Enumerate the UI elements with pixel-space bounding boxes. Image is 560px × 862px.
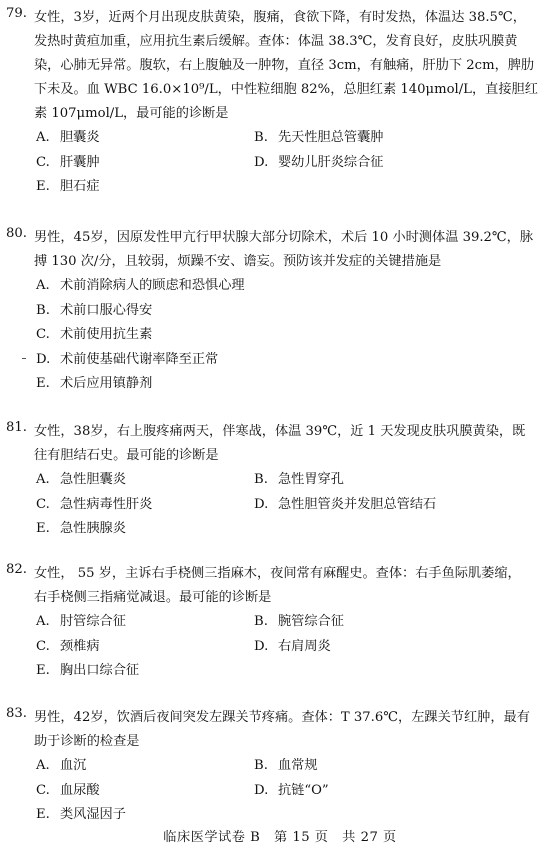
- option-letter: C.: [36, 327, 50, 342]
- stem-line: 男性，42岁，饮酒后夜间突发左踝关节疼痛。查体：T 37.6℃，左踝关节红肿，最有: [34, 710, 530, 725]
- question-stem: [0, 706, 560, 754]
- question-83: [0, 706, 560, 828]
- option-text: 类风湿因子: [60, 807, 126, 822]
- option-e: [36, 517, 254, 542]
- option-text: 婴幼儿肝炎综合征: [278, 154, 384, 170]
- option-letter: D.: [254, 782, 269, 798]
- option-d: [254, 493, 436, 518]
- option-text: 急性胆囊炎: [60, 472, 126, 487]
- stem-line: 往有胆结石史。最可能的诊断是: [34, 448, 219, 463]
- option-text: 抗链“O”: [278, 782, 329, 798]
- option-letter: A.: [36, 758, 50, 773]
- option-text: 术前使基础代谢率降至正常: [60, 351, 219, 367]
- option-e: [36, 372, 152, 397]
- options-list: [36, 754, 560, 828]
- option-letter: D.: [254, 638, 269, 654]
- option-text: 血尿酸: [60, 782, 100, 798]
- option-text: 术后应用镇静剂: [60, 376, 153, 391]
- option-text: 术前口服心得安: [60, 302, 153, 318]
- option-text: 术前使用抗生素: [60, 327, 153, 342]
- option-c: [36, 493, 254, 518]
- option-text: 血沉: [60, 758, 87, 773]
- option-letter: C.: [36, 154, 50, 170]
- question-82: [0, 562, 560, 684]
- option-letter: C.: [36, 638, 50, 654]
- option-text: 急性胆管炎并发胆总管结石: [278, 496, 437, 512]
- option-b: [254, 610, 344, 635]
- option-d: [254, 151, 384, 176]
- option-text: 右肩周炎: [278, 638, 331, 654]
- option-text: 颈椎病: [60, 638, 100, 654]
- stem-line: 女性，3岁，近两个月出现皮肤黄染，腹痛，食欲下降，有时发热，体温达 38.5℃，: [34, 10, 526, 25]
- option-letter: B.: [254, 614, 268, 629]
- option-a: [36, 126, 254, 151]
- page-footer: 临床医学试卷 B 第 15 页 共 27 页: [163, 830, 397, 845]
- stem-line: 发热时黄疸加重，应用抗生素后缓解。查体：体温 38.3℃，发育良好，皮肤巩膜黄: [34, 34, 518, 49]
- question-80: [0, 226, 560, 397]
- option-letter: B.: [254, 758, 268, 773]
- options-list: [36, 610, 560, 684]
- option-c: [36, 635, 254, 660]
- question-number: 83.: [6, 706, 27, 721]
- option-a: [36, 610, 254, 635]
- stem-line: 女性，38岁，右上腹疼痛两天，伴寒战，体温 39℃，近 1 天发现皮肤巩膜黄染，既: [34, 424, 526, 439]
- option-e: [36, 803, 254, 828]
- option-letter: A.: [36, 614, 50, 629]
- stem-line: 素 107μmol/L，最可能的诊断是: [34, 106, 229, 121]
- option-letter: B.: [36, 302, 50, 318]
- stem-line: 染，心肺无异常。腹软，右上腹触及一肿物，直径 3cm，有触痛，肝肋下 2cm，脾肋: [34, 58, 535, 73]
- option-b: [254, 126, 384, 151]
- option-b: [36, 299, 152, 324]
- option-letter: E.: [36, 663, 50, 678]
- options-list: [36, 126, 560, 200]
- option-text: 先天性胆总管囊肿: [278, 130, 384, 145]
- option-letter: B.: [254, 472, 268, 487]
- option-text: 术前消除病人的顾虑和恐惧心理: [60, 278, 245, 293]
- question-number: 80.: [6, 226, 27, 241]
- option-text: 胆囊炎: [60, 130, 100, 145]
- question-number: 81.: [6, 420, 27, 435]
- option-text: 血常规: [278, 758, 318, 773]
- option-b: [254, 468, 344, 493]
- option-a: [36, 274, 245, 299]
- option-c: [36, 779, 254, 804]
- option-letter: D.: [254, 496, 269, 512]
- stem-line: 右手桡侧三指痛觉减退。最可能的诊断是: [34, 590, 272, 605]
- scan-mark: [22, 358, 26, 359]
- option-d: [36, 348, 218, 373]
- option-letter: C.: [36, 496, 50, 512]
- option-letter: A.: [36, 472, 50, 487]
- option-text: 胆石症: [60, 179, 100, 194]
- question-stem: [0, 226, 560, 274]
- option-d: [254, 635, 331, 660]
- option-text: 胸出口综合征: [60, 663, 140, 678]
- option-b: [254, 754, 318, 779]
- option-a: [36, 468, 254, 493]
- option-text: 腕管综合征: [278, 614, 344, 629]
- option-e: [36, 175, 254, 200]
- option-text: 急性胃穿孔: [278, 472, 344, 487]
- question-stem: [0, 420, 560, 468]
- option-letter: A.: [36, 130, 50, 145]
- stem-line: 下未及。血 WBC 16.0×10⁹/L，中性粒细胞 82%，总胆红素 140μmol/L，直接胆红: [34, 82, 538, 97]
- stem-line: 男性，45岁，因原发性甲亢行甲状腺大部分切除术，术后 10 小时测体温 39.2℃，脉: [34, 230, 534, 245]
- option-text: 急性胰腺炎: [60, 521, 126, 536]
- option-c: [36, 151, 254, 176]
- stem-line: 助于诊断的检查是: [34, 734, 140, 749]
- option-letter: C.: [36, 782, 50, 798]
- option-text: 肝囊肿: [60, 154, 100, 170]
- question-stem: [0, 562, 560, 610]
- option-letter: E.: [36, 521, 50, 536]
- option-text: 肘管综合征: [60, 614, 126, 629]
- option-letter: A.: [36, 278, 50, 293]
- option-letter: E.: [36, 179, 50, 194]
- option-letter: B.: [254, 130, 268, 145]
- option-letter: D.: [36, 351, 51, 367]
- option-c: [36, 323, 152, 348]
- option-a: [36, 754, 254, 779]
- option-letter: D.: [254, 154, 269, 170]
- question-81: [0, 420, 560, 542]
- stem-line: 女性， 55 岁，主诉右手桡侧三指麻木，夜间常有麻醒史。查体：右手鱼际肌萎缩，: [34, 566, 521, 581]
- question-number: 82.: [6, 562, 27, 577]
- option-e: [36, 659, 254, 684]
- question-stem: [0, 6, 560, 126]
- options-list: [36, 274, 560, 397]
- option-text: 急性病毒性肝炎: [60, 496, 153, 512]
- option-letter: E.: [36, 807, 50, 822]
- option-d: [254, 779, 329, 804]
- options-list: [36, 468, 560, 542]
- question-79: [0, 6, 560, 200]
- option-letter: E.: [36, 376, 50, 391]
- stem-line: 搏 130 次/分，且较弱，烦躁不安、谵妄。预防该并发症的关键措施是: [34, 254, 442, 269]
- question-number: 79.: [6, 6, 27, 21]
